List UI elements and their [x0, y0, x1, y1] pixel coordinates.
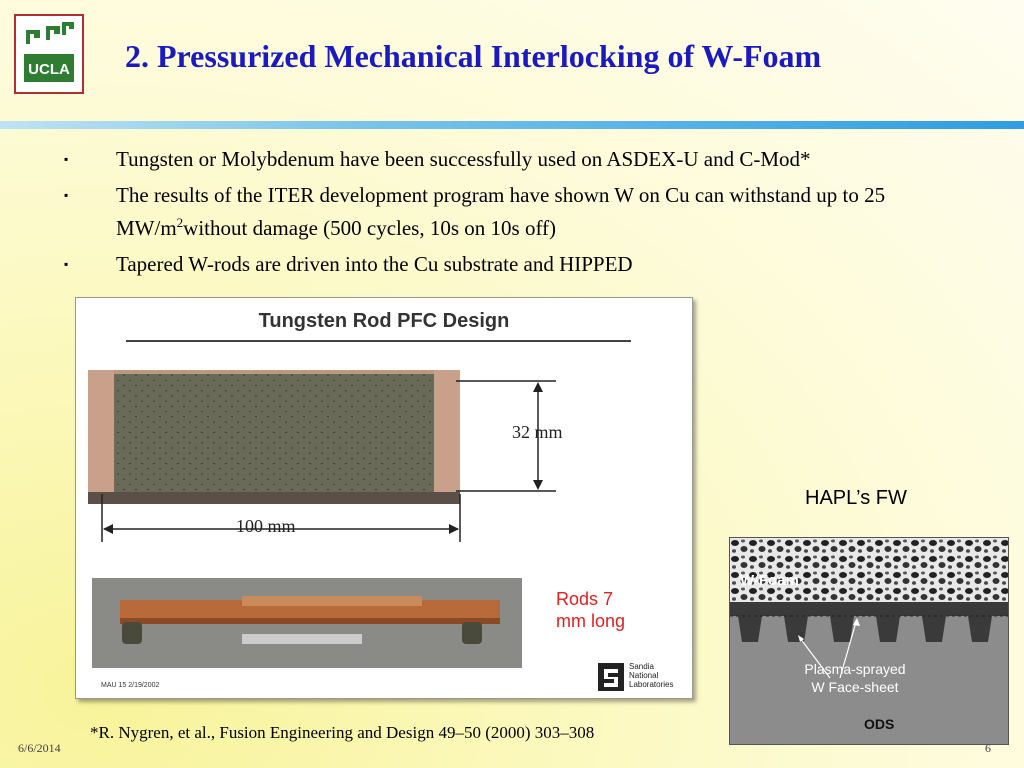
- figure-title-underline: [126, 340, 631, 342]
- bullet-item: [60, 250, 980, 278]
- slide-number: 6: [985, 741, 991, 755]
- height-dimension-label: 32 mm: [512, 422, 563, 442]
- bullet-marker: ▪: [64, 188, 69, 202]
- width-dimension-label: 100 mm: [236, 516, 296, 536]
- ods-label: ODS: [864, 716, 895, 732]
- logo-text: UCLA: [28, 61, 70, 78]
- hapl-first-wall-diagram: [729, 537, 1009, 745]
- w-foam-label: W-Foam: [740, 572, 799, 589]
- bullet-item: [60, 145, 980, 173]
- bullet-marker: ▪: [64, 152, 69, 166]
- slide-title: 2. Pressurized Mechanical Interlocking of W-Foam: [125, 38, 822, 74]
- bullet-text-part: without damage (500 cycles, 10s on 10s off): [183, 216, 557, 240]
- photo-stamp: MAU 15 2/19/2002: [101, 682, 160, 689]
- reference-footnote: *R. Nygren, et al., Fusion Engineering and Design 49–50 (2000) 303–308: [90, 723, 595, 742]
- rod-array-photo: [88, 370, 460, 504]
- superscript: 2: [176, 215, 184, 230]
- hapl-fw-label: HAPL’s FW: [805, 487, 907, 509]
- bullet-text: Tungsten or Molybdenum have been successfully used on ASDEX-U and C-Mod*: [116, 147, 811, 171]
- bullet-list: [60, 145, 980, 286]
- lab-name-line: Laboratories: [629, 680, 674, 689]
- rods-caption-line: mm long: [556, 611, 626, 631]
- lab-name-line: Sandia: [629, 662, 654, 671]
- face-sheet-label-line: W Face-sheet: [811, 679, 899, 695]
- slide-date: 6/6/2014: [18, 741, 61, 755]
- rods-caption-line: Rods 7: [556, 589, 614, 609]
- bullet-item: [60, 181, 980, 242]
- face-sheet-label-line: Plasma-sprayed: [804, 661, 906, 677]
- bullet-text: Tapered W-rods are driven into the Cu substrate and HIPPED: [116, 252, 633, 276]
- bullet-marker: ▪: [64, 257, 69, 271]
- face-sheet-label: [730, 660, 980, 696]
- title-divider: [0, 121, 1024, 129]
- bullet-text: [116, 181, 980, 242]
- copper-substrate-photo: [92, 578, 522, 668]
- lab-name-line: National: [629, 671, 659, 680]
- lab-name: [629, 662, 673, 689]
- bullet-text-part: The results of the ITER development program have shown W on Cu can withstand up to 25 MW/m: [116, 183, 886, 240]
- tungsten-rod-figure: [75, 297, 693, 699]
- ucla-logo: [14, 14, 84, 94]
- rods-caption: [556, 588, 625, 632]
- figure-title: Tungsten Rod PFC Design: [258, 310, 510, 332]
